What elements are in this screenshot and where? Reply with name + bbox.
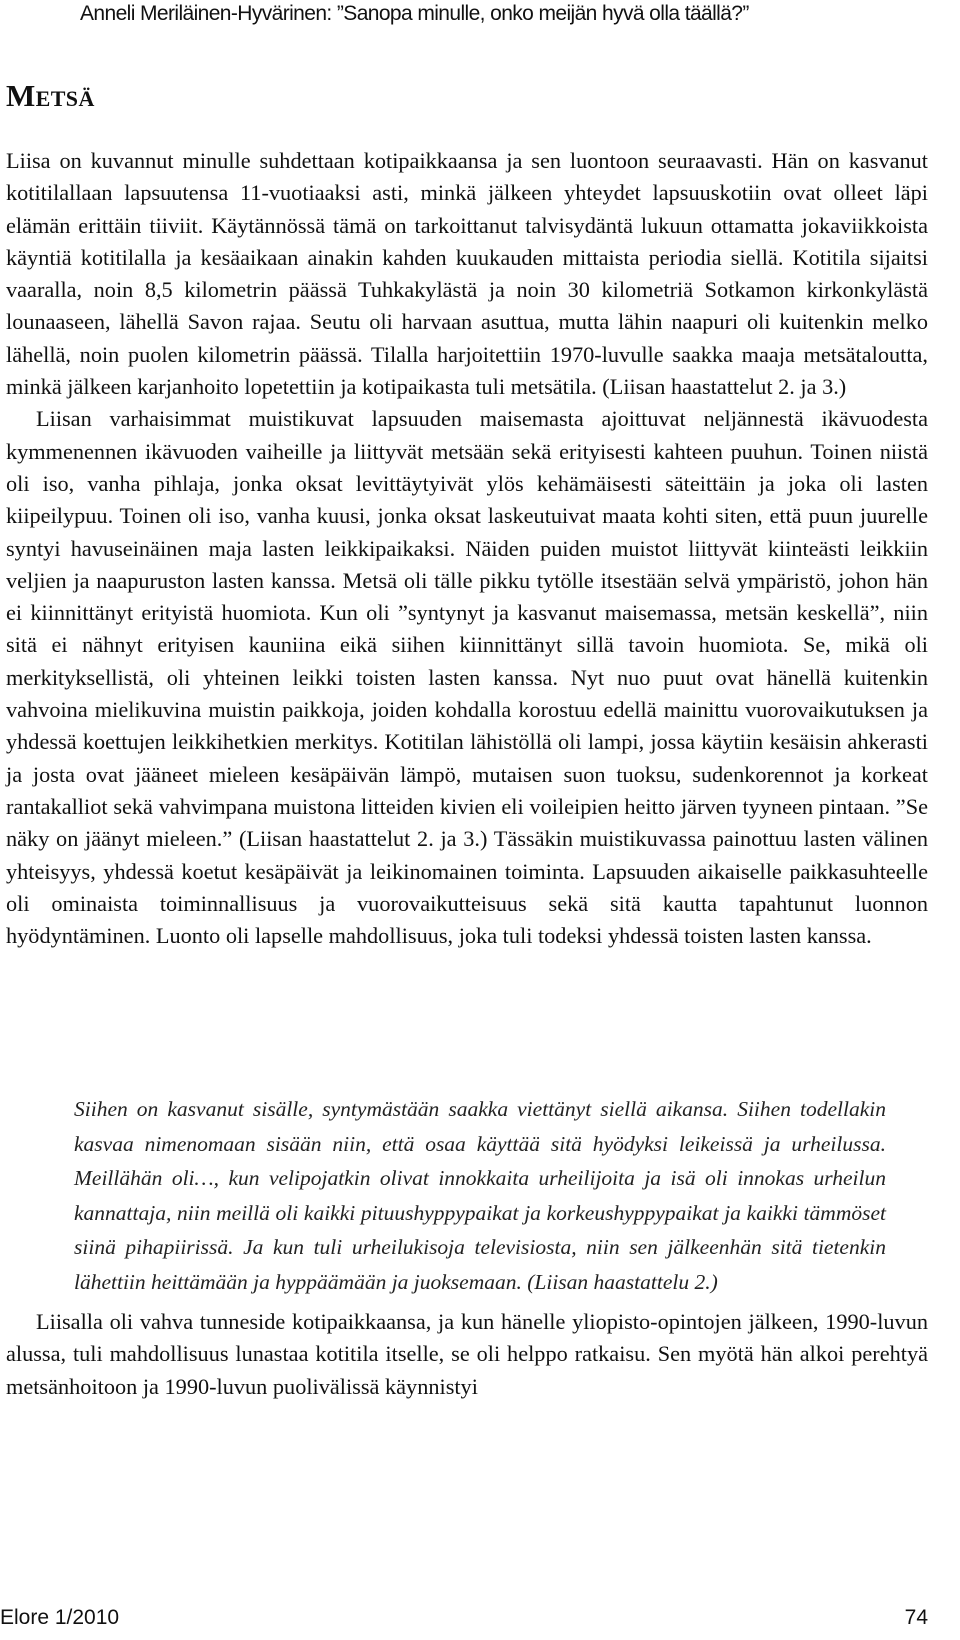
- body-paragraph: Liisa on kuvannut minulle suhdettaan kotipaikkaansa ja sen luontoon seuraavasti. Hän on kasvanut kotitilallaan lapsuutensa 11-vuotiaaksi asti, minkä jälkeen yhteydet lapsuuskotiin ovat olleet läpi elämän erittäin tiiviit. Käytännössä tämä on tarkoittanut talvisydäntä lukuun ottamatta jokaviikkoista käyntiä kotitilalla ja kesäaikaan ainakin kahden kuukauden mittaista periodia siellä. Kotitila sijaitsi vaaralla, noin 8,5 kilometrin päässä Tuhkakylästä ja noin 30 kilometriä Sotkamon kirkonkylästä lounaaseen, lähellä Savon rajaa. Seutu oli harvaan asuttua, mutta lähin naapuri oli kuitenkin melko lähellä, noin puolen kilometrin päässä. Tilalla harjoitettiin 1970-luvulle saakka maaja metsätaloutta, minkä jälkeen karjanhoito lopetettiin ja kotipaikasta tuli metsätila. (Liisan haastattelut 2. ja 3.): [6, 148, 928, 400]
- block-quote: Siihen on kasvanut sisälle, syntymästään saakka viettänyt siellä aikansa. Siihen todellakin kasvaa nimenomaan sisään niin, että osaa käyttää sitä hyödyksi leikeissä ja urheilussa. Meillähän oli…, kun velipojatkin olivat innokkaita urheilijoita ja isä oli innokas urheilun kannattaja, niin meillä oli kaikki pituushyppypaikat ja korkeushyppypaikat ja kaikki tämmöset siinä pihapiirissä. Ja kun tuli urheilukisoja televisiosta, niin sen jälkeenhän sitä tietenkin lähettiin heittämään ja hyppäämään ja juoksemaan. (Liisan haastattelu 2.): [74, 1097, 886, 1294]
- body-paragraph: Liisan varhaisimmat muistikuvat lapsuuden maisemasta ajoittuvat neljännestä ikävuodesta kymmenennen ikävuoden vaiheille ja liittyvät metsään sekä erityisesti kahteen puuhun. Toinen niistä oli iso, vanha pihlaja, jonka oksat levittäytyivät ylös kehämäisesti säteittäin ja joka oli lasten kiipeilypuu. Toinen oli iso, vanha kuusi, jonka oksat laskeutuivat maata kohti siten, että puun juurelle syntyi havuseinäinen maja lasten leikkipaikaksi. Näiden puiden muistot liittyvät kiinteästi leikkiin veljien ja naapuruston lasten kanssa. Metsä oli tälle pikku tytölle itsestään selvä ympäristö, johon hän ei kiinnittänyt erityistä huomiota. Kun oli ”syntynyt ja kasvanut maisemassa, metsän keskellä”, niin sitä ei nähnyt erityisen kauniina eikä siihen kiinnittänyt sillä tavoin huomiota. Se, mikä oli merkityksellistä, oli yhteinen leikki toisten lasten kanssa. Nyt nuo puut ovat hänellä kuitenkin vahvoina mielikuvina muistin paikkoja, joiden kohdalla korostuu edellä mainittu vuorovaikutuksen ja yhdessä koettujen leikkihetkien merkitys. Kotitilan lähistöllä oli lampi, jossa käytiin kesäisin ahkerasti ja josta ovat jääneet mieleen kesäpäivän lämpö, mutaisen suon tuoksu, sudenkorennot ja korkeat rantakalliot sekä vahvimpana muistona litteiden kivien eli voileipien heitto järven tyyneen pintaan. ”Se näky on jäänyt mieleen.” (Liisan haastattelut 2. ja 3.) Tässäkin muistikuvassa painottuu lasten välinen yhteisyys, yhdessä koetut kesäpäivät ja leikinomainen toiminta. Lapsuuden aikaiselle paikkasuhteelle oli ominaista toiminnallisuus ja vuorovaikutteisuus sekä sitä kautta tapahtunut luonnon hyödyntäminen. Luonto oli lapselle mahdollisuus, joka tuli todeksi yhdessä toisten lasten kanssa.: [6, 406, 928, 949]
- footer-journal: Elore 1/2010: [0, 1606, 120, 1629]
- running-head: Anneli Meriläinen-Hyvärinen: ”Sanopa minulle, onko meijän hyvä olla täällä?”: [80, 2, 749, 25]
- page-number: 74: [904, 1606, 928, 1629]
- body-text: [6, 145, 928, 952]
- body-paragraph: Liisalla oli vahva tunneside kotipaikkaansa, ja kun hänelle yliopisto-opintojen jälkeen, 1990-luvun alussa, tuli mahdollisuus lunastaa kotitila itselle, se oli helppo ratkaisu. Sen myötä hän alkoi perehtyä metsänhoitoon ja 1990-luvun puolivälissä käynnistyi: [6, 1309, 928, 1399]
- section-title: Metsä: [6, 78, 95, 113]
- body-text-continued: [6, 1306, 928, 1403]
